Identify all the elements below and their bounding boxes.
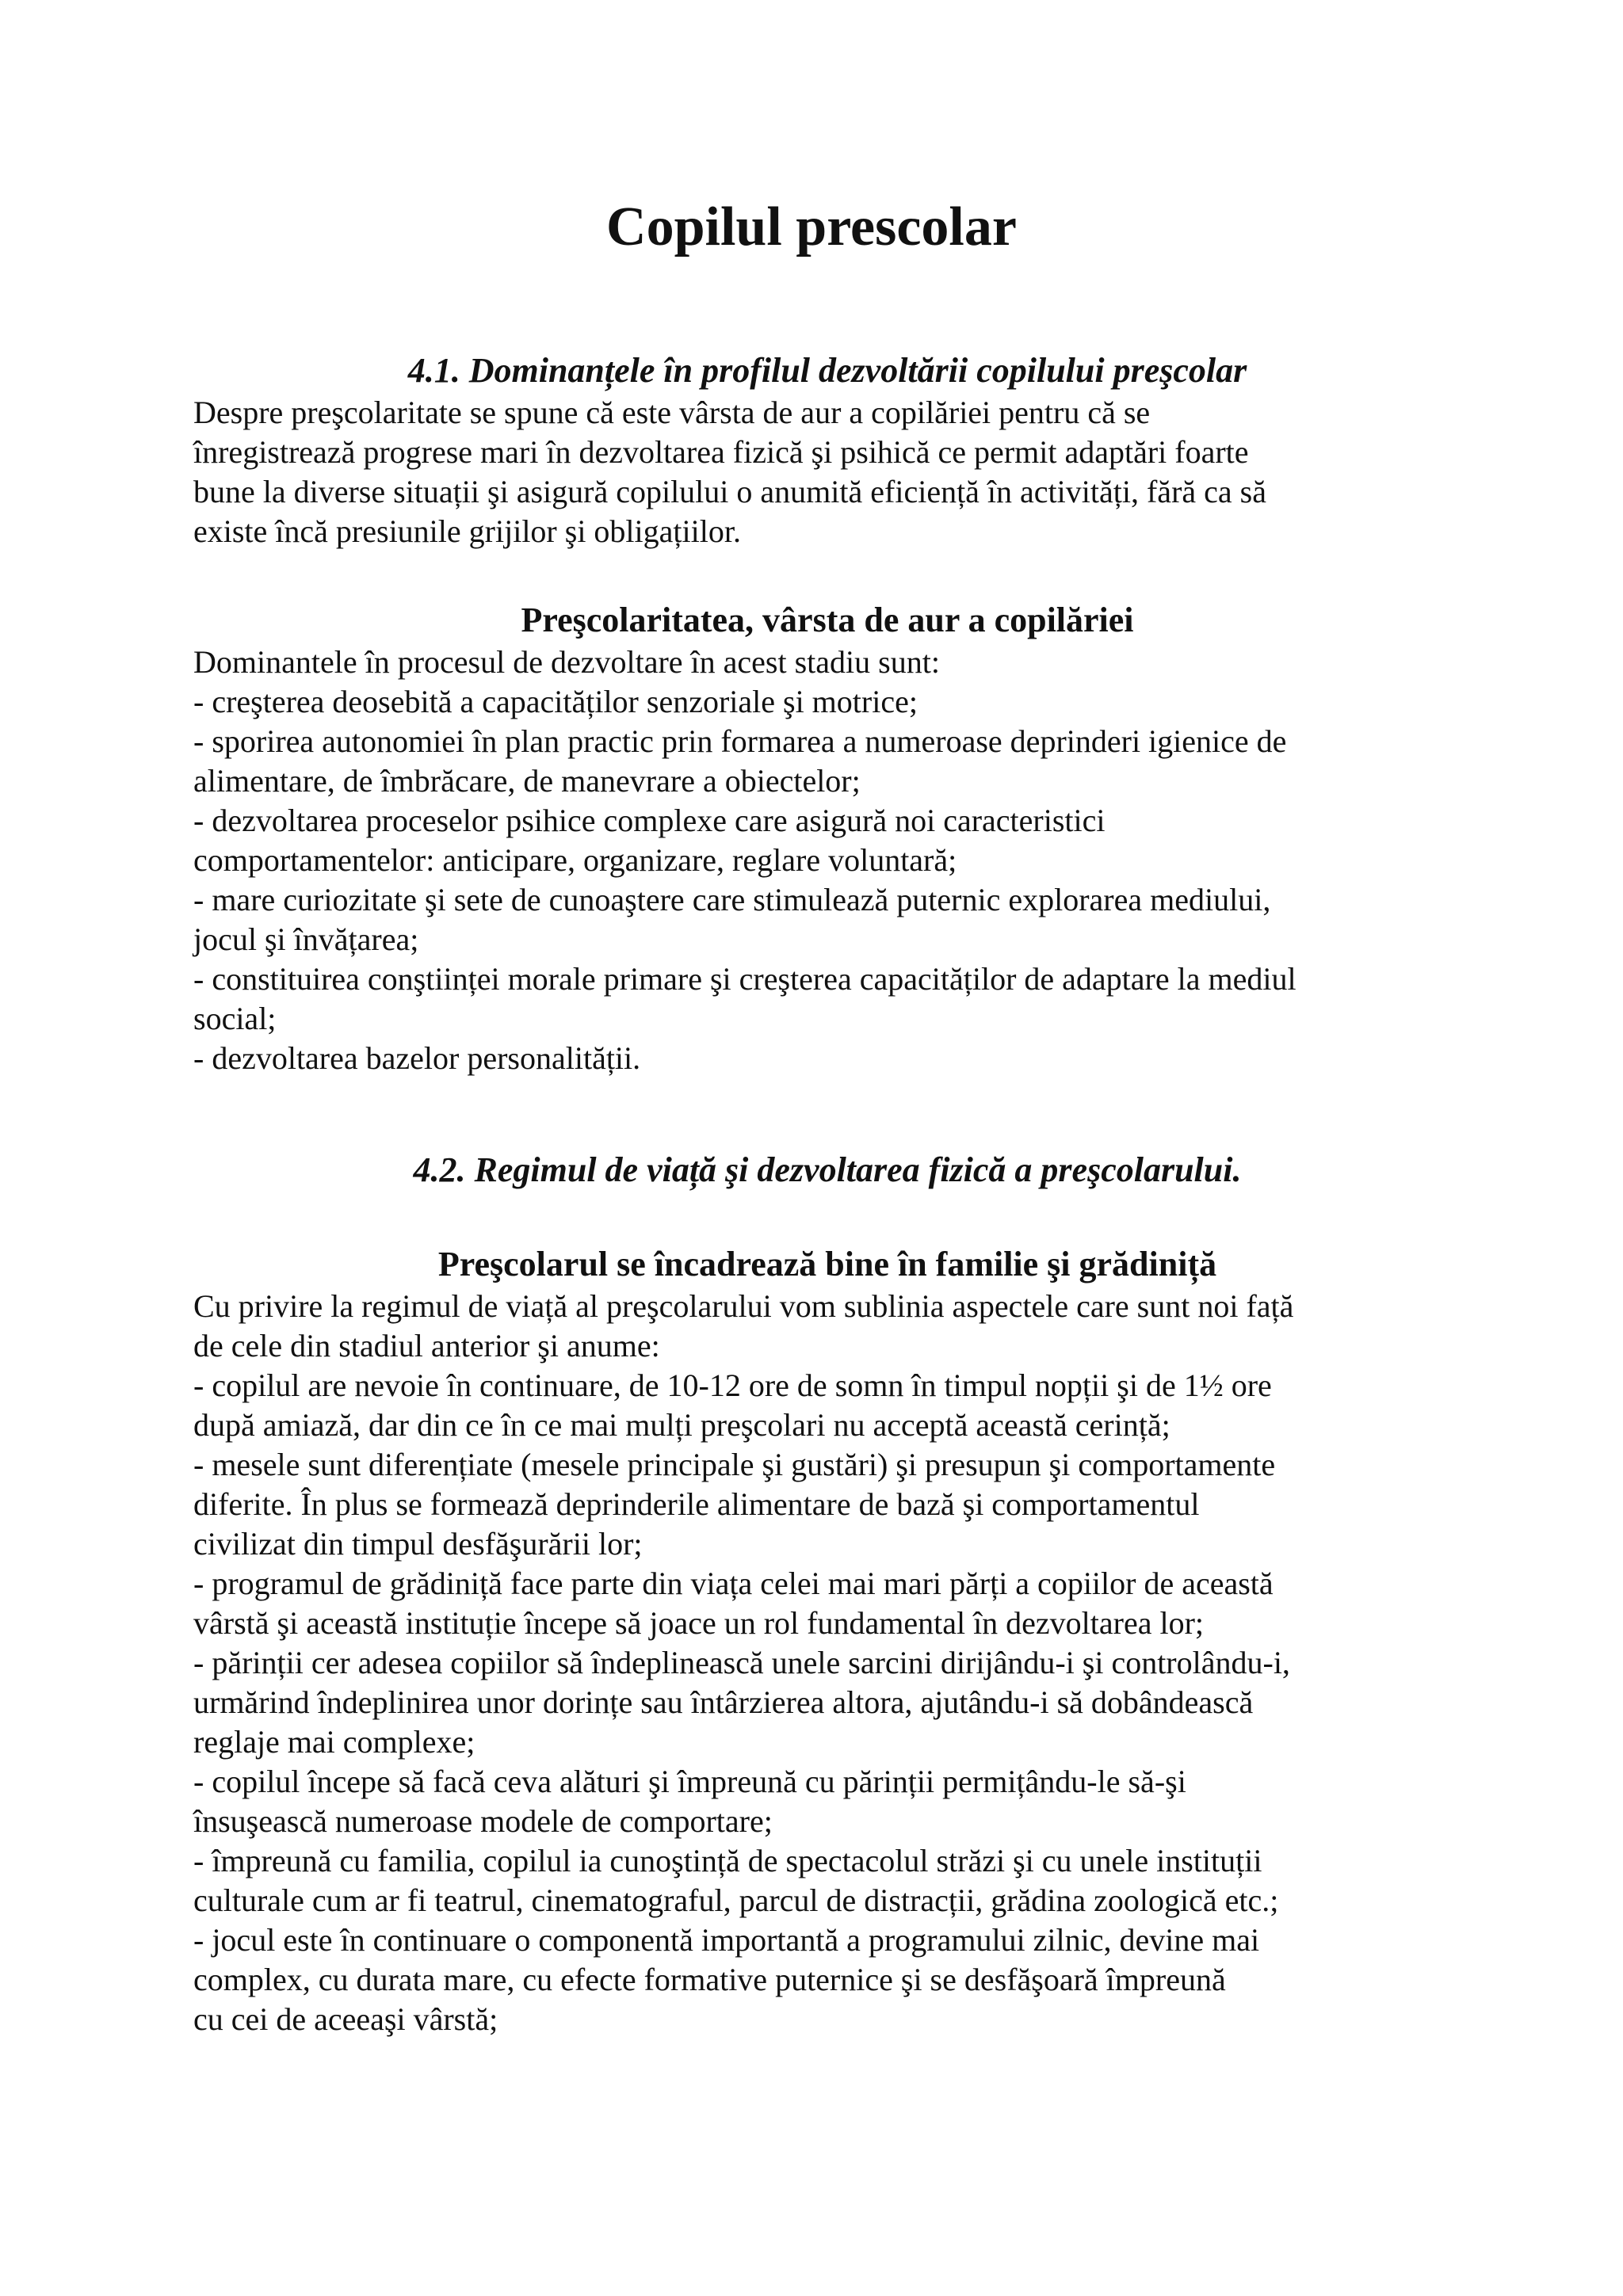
list-item-line: diferite. În plus se formează deprinderile alimentare de bază şi comportamentul [193,1486,1200,1522]
list-item-line: comportamentelor: anticipare, organizare, reglare voluntară; [193,842,957,878]
paragraph-line: existe încă presiunile grijilor şi obligațiilor. [193,513,741,549]
paragraph-line: Cu privire la regimul de viață al preşcolarului vom sublinia aspectele care sunt noi față [193,1288,1294,1324]
list-item-line: urmărind îndeplinirea unor dorințe sau întârzierea altora, ajutându-i să dobândească [193,1684,1254,1720]
paragraph-line: Despre preşcolaritate se spune că este vârsta de aur a copilăriei pentru că se [193,395,1151,430]
list-item-line: - sporirea autonomiei în plan practic prin formarea a numeroase deprinderi igienice de [193,723,1287,759]
list-item-line: - mesele sunt diferențiate (mesele principale şi gustări) şi presupun şi comportamente [193,1447,1276,1482]
list-item-line: social; [193,1001,277,1036]
list-item-line: - copilul începe să facă ceva alături şi împreună cu părinții permițându-le să-şi [193,1764,1186,1799]
section-prescolarul [193,1242,1461,2039]
list-item-line: civilizat din timpul desfăşurării lor; [193,1526,643,1562]
section-heading: 4.1. Dominanțele în profilul dezvoltării copilului preşcolar [407,351,1247,390]
list-item-line: însuşească numeroase modele de comportare; [193,1803,773,1839]
section-4-2 [193,1148,1461,1192]
section-heading: Preşcolarul se încadrează bine în familie şi grădiniță [437,1245,1217,1283]
list-item-line: - împreună cu familia, copilul ia cunoştință de spectacolul străzi şi cu unele instituții [193,1843,1262,1878]
list-item-line: după amiază, dar din ce în ce mai mulți preşcolari nu acceptă această cerință; [193,1407,1170,1443]
list-item-line: - mare curiozitate şi sete de cunoaştere care stimulează puternic explorarea mediului, [193,882,1271,917]
list-item-line: - dezvoltarea proceselor psihice complexe care asigură noi caracteristici [193,803,1106,838]
section-prescolaritatea [193,598,1461,1078]
list-item-line: - programul de grădiniță face parte din viața celei mai mari părți a copiilor de această [193,1566,1274,1601]
list-item-line: reglaje mai complexe; [193,1724,475,1760]
list-item-line: - dezvoltarea bazelor personalității. [193,1040,641,1076]
list-item-line: - creşterea deosebită a capacităților senzoriale şi motrice; [193,684,918,719]
list-item-line: alimentare, de îmbrăcare, de manevrare a obiectelor; [193,763,861,799]
list-item-line: cu cei de aceeaşi vârstă; [193,2001,498,2037]
paragraph-line: bune la diverse situații şi asigură copilului o anumită eficiență în activități, fără ca să [193,474,1266,509]
list-item-line: - jocul este în continuare o componentă importantă a programului zilnic, devine mai [193,1922,1260,1958]
paragraph-line: Dominantele în procesul de dezvoltare în acest stadiu sunt: [193,644,940,680]
list-item-line: - părinții cer adesea copiilor să îndeplinească unele sarcini dirijându-i şi controlându-i, [193,1645,1290,1680]
section-heading: 4.2. Regimul de viață şi dezvoltarea fizică a preşcolarului. [413,1150,1242,1189]
list-item-line: vârstă şi această instituție începe să joace un rol fundamental în dezvoltarea lor; [193,1605,1205,1641]
paragraph-line: de cele din stadiul anterior şi anume: [193,1328,660,1363]
paragraph-line: înregistrează progrese mari în dezvoltarea fizică şi psihică ce permit adaptări foarte [193,434,1249,470]
section-4-1 [193,349,1461,551]
list-item-line: culturale cum ar fi teatrul, cinematograful, parcul de distracții, grădina zoologică etc.; [193,1882,1279,1918]
document-title: Copilul prescolar [606,196,1017,257]
list-item-line: - copilul are nevoie în continuare, de 10-12 ore de somn în timpul nopții şi de 1½ ore [193,1367,1272,1403]
section-heading: Preşcolaritatea, vârsta de aur a copilăriei [521,601,1134,639]
list-item-line: jocul şi învățarea; [193,921,419,957]
list-item-line: complex, cu durata mare, cu efecte formative puternice şi se desfăşoară împreună [193,1962,1226,1997]
list-item-line: - constituirea conştiinței morale primare şi creşterea capacităților de adaptare la mediul [193,961,1296,997]
